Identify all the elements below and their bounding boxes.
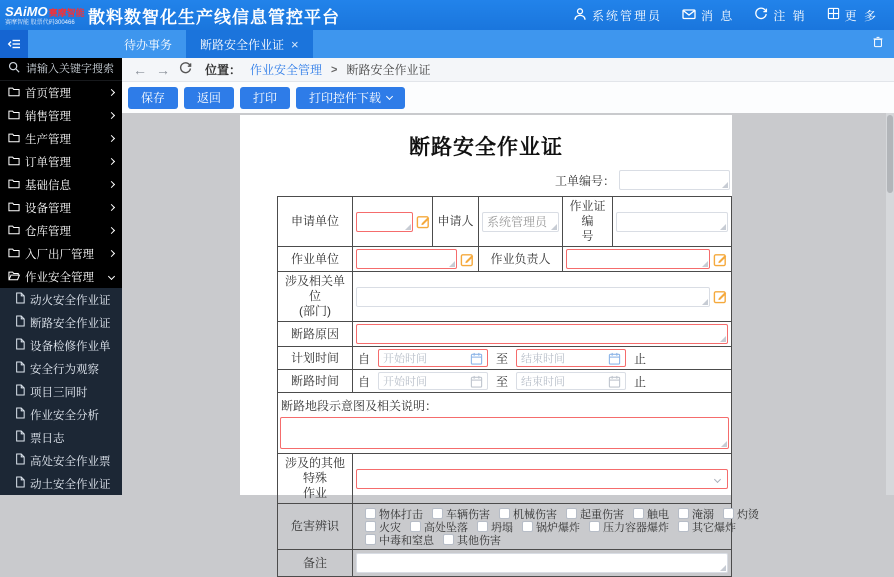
hazard-label: 触电 [647, 508, 669, 521]
sidebar-subitem-label: 高处安全作业票 [30, 455, 111, 468]
work-leader-input[interactable] [566, 249, 710, 269]
sidebar-item-label: 销售管理 [25, 110, 71, 123]
chevron-down-icon [714, 475, 721, 482]
hazard-label: 坍塌 [491, 521, 513, 534]
content-area [122, 113, 894, 570]
sidebar-subitem-label: 断路安全作业证 [30, 317, 111, 330]
hazard-label: 其他伤害 [457, 534, 501, 547]
chevron-right-icon [108, 112, 115, 119]
chevron-right-icon [108, 135, 115, 142]
sidebar-item-label: 生产管理 [25, 133, 71, 146]
sidebar-item-label: 首页管理 [25, 87, 71, 100]
folder-icon [8, 178, 20, 192]
toolbar [122, 82, 894, 113]
file-icon [15, 315, 25, 330]
forward-arrow-icon[interactable]: → [156, 61, 170, 78]
sidebar-submenu [0, 288, 122, 495]
sidebar-item-首页管理[interactable] [0, 81, 122, 104]
edit-icon[interactable] [416, 214, 431, 229]
folder-icon [8, 201, 20, 215]
work-leader-label: 作业负责人 [479, 247, 563, 272]
vertical-scrollbar[interactable] [886, 113, 894, 495]
more-button[interactable] [827, 7, 878, 24]
work-order-row [240, 170, 730, 190]
print-button[interactable]: 打印 [240, 87, 290, 109]
hazard-checkbox[interactable] [723, 508, 734, 519]
hazard-option-压力容器爆炸 [589, 519, 669, 535]
permit-no-label: 作业证编 号 [563, 197, 613, 247]
edit-icon[interactable] [713, 289, 728, 304]
file-icon [15, 292, 25, 307]
sidebar-subitem-label: 安全行为观察 [30, 363, 99, 376]
header-actions [573, 7, 894, 24]
hazard-checkbox[interactable] [477, 521, 488, 532]
hazard-label: 中毒和窒息 [379, 534, 434, 547]
hazard-label: 锅炉爆炸 [536, 521, 580, 534]
sidebar-subitem-label: 作业安全分析 [30, 409, 99, 422]
sketch-label: 断路地段示意图及相关说明： [281, 399, 438, 413]
hazard-checkbox[interactable] [678, 508, 689, 519]
sidebar-subitem-票日志[interactable] [0, 426, 122, 449]
end-label: 止 [634, 374, 647, 389]
sketch-textarea[interactable] [280, 417, 729, 449]
hazard-checkbox[interactable] [566, 508, 577, 519]
search-icon [8, 60, 20, 78]
hazard-row [365, 533, 726, 546]
hazard-checkbox[interactable] [522, 521, 533, 532]
refresh-icon[interactable] [179, 62, 192, 77]
sidebar-item-基础信息[interactable] [0, 173, 122, 196]
back-arrow-icon[interactable]: ← [133, 61, 147, 78]
break-reason-label: 断路原因 [278, 322, 353, 347]
hazard-checkbox[interactable] [410, 521, 421, 532]
hazard-label: 火灾 [379, 521, 401, 534]
remark-label: 备注 [278, 550, 353, 577]
sidebar-subitem-高处安全作业票[interactable] [0, 449, 122, 472]
hazard-option-中毒和窒息 [365, 532, 434, 548]
sidebar-item-销售管理[interactable] [0, 104, 122, 127]
sidebar-item-label: 入厂出厂管理 [25, 248, 94, 261]
sidebar-item-生产管理[interactable] [0, 127, 122, 150]
brand-logo [0, 5, 86, 26]
to-label: 至 [496, 351, 509, 366]
file-icon [15, 338, 25, 353]
hazard-checkbox[interactable] [633, 508, 644, 519]
permit-no-input[interactable] [616, 212, 728, 232]
sidebar-subitem-动土安全作业证[interactable] [0, 472, 122, 495]
hazard-checkbox[interactable] [499, 508, 510, 519]
calendar-icon [470, 352, 483, 365]
menu-fold-button[interactable] [0, 30, 28, 58]
print-control-download-button[interactable]: 打印控件下载 [296, 87, 405, 109]
breadcrumb-parent-link[interactable]: 作业安全管理 [250, 63, 323, 77]
plan-time-label: 计划时间 [278, 347, 353, 370]
calendar-icon [470, 375, 483, 388]
breadcrumb-current: 断路安全作业证 [346, 63, 431, 77]
from-label: 自 [358, 351, 371, 366]
logout-label: 注 销 [773, 8, 807, 23]
chevron-down-icon [386, 93, 393, 100]
main-area [122, 58, 894, 570]
hazard-checkbox[interactable] [365, 521, 376, 532]
chevron-down-icon [108, 273, 115, 280]
messages-label: 消 息 [700, 8, 735, 23]
chevron-right-icon [108, 250, 115, 257]
hazard-option-其它爆炸 [678, 519, 736, 535]
hazard-label: 起重伤害 [580, 508, 624, 521]
file-icon [15, 430, 25, 445]
break-start-date-input[interactable]: 开始时间 [378, 372, 488, 390]
chevron-right-icon [108, 204, 115, 211]
folder-icon [8, 155, 20, 169]
breadcrumb [122, 58, 894, 82]
apply-unit-label: 申请单位 [278, 197, 353, 247]
more-label: 更 多 [844, 8, 878, 23]
file-icon [15, 384, 25, 399]
folder-open-icon [8, 270, 20, 284]
tab-bar-tabs [110, 30, 313, 58]
sidebar-item-设备管理[interactable] [0, 196, 122, 219]
folder-icon [8, 132, 20, 146]
applicant-input[interactable]: 系统管理员 [482, 212, 559, 232]
brand-name-cn: 赛摩智能 [48, 7, 85, 18]
hazard-label: 其它爆炸 [692, 521, 736, 534]
hazard-checkbox[interactable] [365, 534, 376, 545]
hazard-label: 车辆伤害 [446, 508, 490, 521]
sidebar [0, 58, 122, 495]
trash-icon [872, 35, 884, 53]
sidebar-subitem-label: 动火安全作业证 [30, 294, 111, 307]
app-header [0, 0, 894, 30]
platform-title: 散料数智化生产线信息管控平台 [88, 7, 340, 27]
break-reason-input[interactable] [356, 324, 728, 344]
hazard-label: 危害辨识 [278, 504, 353, 550]
user-name: 系统管理员 [591, 8, 662, 23]
calendar-icon [608, 352, 621, 365]
applicant-label: 申请人 [433, 197, 479, 247]
sidebar-subitem-label: 项目三同时 [30, 386, 88, 399]
hazard-label: 物体打击 [379, 508, 423, 521]
sidebar-item-label: 订单管理 [25, 156, 71, 169]
sidebar-search [0, 58, 122, 81]
sidebar-item-入厂出厂管理[interactable] [0, 242, 122, 265]
hazard-checkbox-group [356, 506, 759, 547]
end-label: 止 [634, 351, 647, 366]
folder-icon [8, 86, 20, 100]
file-icon [15, 476, 25, 491]
tab-bar [0, 30, 894, 58]
work-order-input[interactable] [619, 170, 730, 190]
special-work-label: 涉及的其他特殊 作业 [278, 454, 353, 504]
sidebar-item-label: 作业安全管理 [25, 271, 94, 284]
hazard-label: 压力容器爆炸 [603, 521, 669, 534]
tab-label: 断路安全作业证 [200, 37, 285, 52]
hazard-label: 灼烫 [737, 508, 759, 521]
clear-tabs-button[interactable] [872, 30, 894, 58]
related-unit-label: 涉及相关单位 (部门) [278, 272, 353, 322]
sidebar-item-订单管理[interactable] [0, 150, 122, 173]
grid-icon [827, 7, 840, 23]
hazard-label: 淹溺 [692, 508, 714, 521]
sidebar-item-label: 仓库管理 [25, 225, 71, 238]
hazard-checkbox[interactable] [678, 521, 689, 532]
sidebar-item-label: 基础信息 [25, 179, 71, 192]
edit-icon[interactable] [713, 252, 728, 267]
brand-name: SAiMO [5, 3, 48, 19]
to-label: 至 [496, 374, 509, 389]
breadcrumb-separator: > [331, 63, 338, 76]
return-button[interactable]: 返回 [184, 87, 234, 109]
chevron-right-icon [108, 89, 115, 96]
plan-end-date-input[interactable]: 结束时间 [516, 349, 626, 367]
tab-label: 待办事务 [124, 37, 173, 52]
work-order-label: 工单编号： [554, 173, 615, 188]
hazard-checkbox[interactable] [365, 508, 376, 519]
sidebar-item-仓库管理[interactable] [0, 219, 122, 242]
close-icon[interactable]: × [291, 36, 299, 52]
hazard-label: 高处坠落 [424, 521, 468, 534]
tab-断路安全作业证[interactable] [186, 30, 313, 58]
break-time-label: 断路时间 [278, 370, 353, 393]
folder-icon [8, 224, 20, 238]
file-icon [15, 407, 25, 422]
hazard-option-其他伤害 [443, 532, 501, 548]
tab-待办事务[interactable] [110, 30, 186, 58]
user-menu[interactable] [573, 7, 662, 24]
from-label: 自 [358, 374, 371, 389]
save-button[interactable]: 保存 [128, 87, 178, 109]
special-work-select[interactable] [356, 469, 728, 489]
sidebar-subitem-label: 动土安全作业证 [30, 478, 111, 491]
messages-button[interactable] [682, 7, 734, 24]
work-unit-input[interactable] [356, 249, 457, 269]
permit-form-table [277, 196, 759, 577]
scrollbar-thumb[interactable] [887, 115, 893, 193]
apply-unit-input[interactable] [356, 212, 413, 232]
remark-input[interactable] [356, 553, 728, 573]
sidebar-item-作业安全管理[interactable] [0, 265, 122, 288]
sidebar-item-label: 设备管理 [25, 202, 71, 215]
hazard-option-锅炉爆炸 [522, 519, 580, 535]
form-title: 断路安全作业证 [409, 136, 563, 159]
plan-start-date-input[interactable]: 开始时间 [378, 349, 488, 367]
breadcrumb-location-label: 位置： [205, 63, 242, 77]
user-icon [573, 7, 587, 24]
work-unit-label: 作业单位 [278, 247, 353, 272]
edit-icon[interactable] [460, 252, 475, 267]
chevron-right-icon [108, 181, 115, 188]
logout-icon [754, 7, 768, 24]
folder-icon [8, 109, 20, 123]
sidebar-menu [0, 81, 122, 495]
hazard-checkbox[interactable] [443, 534, 454, 545]
related-unit-input[interactable] [356, 287, 710, 307]
sidebar-subitem-项目三同时[interactable] [0, 380, 122, 403]
sidebar-subitem-作业安全分析[interactable] [0, 403, 122, 426]
file-icon [15, 453, 25, 468]
sidebar-subitem-label: 设备检修作业单 [30, 340, 111, 353]
chevron-right-icon [108, 158, 115, 165]
chevron-right-icon [108, 227, 115, 234]
folder-icon [8, 247, 20, 261]
hazard-label: 机械伤害 [513, 508, 557, 521]
calendar-icon [608, 375, 621, 388]
file-icon [15, 361, 25, 376]
logout-button[interactable] [754, 7, 806, 24]
sidebar-subitem-动火安全作业证[interactable] [0, 288, 122, 311]
hazard-checkbox[interactable] [589, 521, 600, 532]
break-end-date-input[interactable]: 结束时间 [516, 372, 626, 390]
hazard-checkbox[interactable] [432, 508, 443, 519]
sidebar-subitem-label: 票日志 [30, 432, 65, 445]
brand-subtitle: 赛摩智能 股票代码300466 [5, 19, 75, 26]
sidebar-subitem-安全行为观察[interactable] [0, 357, 122, 380]
sidebar-subitem-设备检修作业单[interactable] [0, 334, 122, 357]
sidebar-subitem-断路安全作业证[interactable] [0, 311, 122, 334]
form-paper [240, 115, 759, 570]
mail-icon [682, 7, 696, 24]
search-input[interactable] [26, 63, 116, 75]
